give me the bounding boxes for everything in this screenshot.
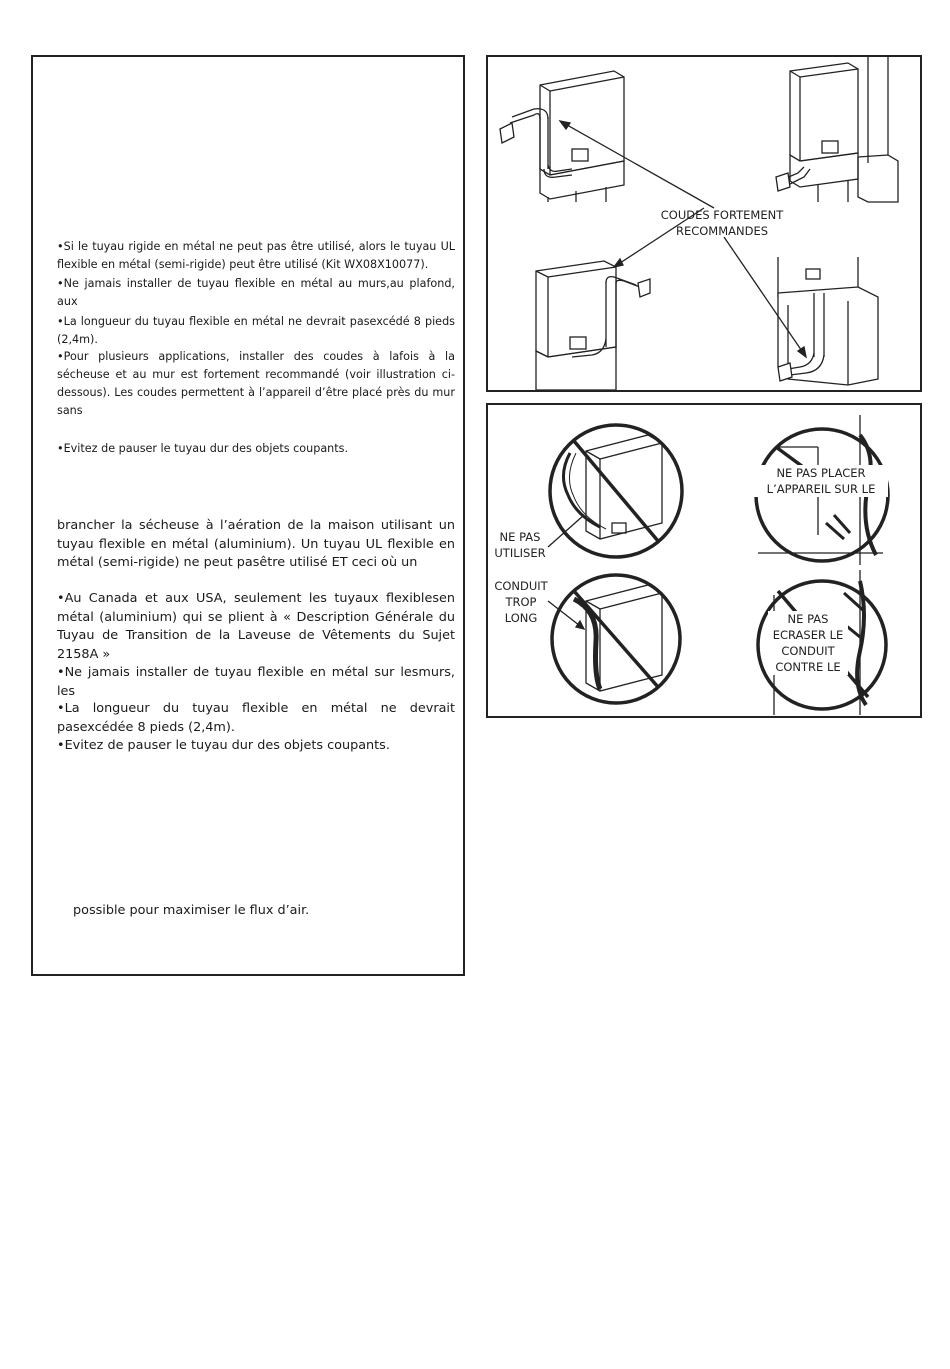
prohibited-sign-1	[550, 425, 682, 557]
bullet-marker: •	[57, 738, 65, 753]
instructions-panel	[31, 55, 465, 976]
bullet-text: Ne jamais installer de tuyau flexible en métal sur lesmurs, les	[57, 665, 455, 699]
label-line: NE PAS	[787, 612, 829, 626]
label-line: CONTRE LE	[775, 660, 841, 674]
dryer-illustration-2	[776, 57, 898, 202]
bullet-marker: •	[57, 277, 64, 290]
prohibited-illustration	[488, 405, 920, 716]
figure-prohibited-installations	[486, 403, 922, 718]
label-line: CONDUIT	[781, 644, 835, 658]
bullet-marker: •	[57, 240, 64, 253]
dryer-illustration-1	[500, 71, 624, 202]
label-line: CONDUIT	[494, 579, 548, 593]
bullet-text: Evitez de pauser le tuyau dur des objets coupants.	[63, 442, 349, 455]
bullet-marker: •	[57, 442, 64, 455]
label-do-not-place	[754, 465, 888, 497]
bullet-marker: •	[57, 315, 64, 328]
caption-line: COUDES FORTEMENT	[660, 208, 784, 222]
prohibited-sign-2	[552, 575, 680, 703]
bullet-marker: •	[57, 591, 65, 606]
bullet-text: Au Canada et aux USA, seulement les tuyaux flexiblesen métal (aluminium) qui se plient à « Description Générale du Tuyau de Transition de la Laveuse de Vêtements du Sujet 2158A »	[57, 591, 455, 662]
figure-recommended-elbows	[486, 55, 922, 392]
label-do-not-use	[488, 529, 552, 561]
paragraph-text: possible pour maximiser le flux d’air.	[73, 903, 310, 918]
bullet-sharp-objects	[57, 440, 455, 458]
caption-elbows	[642, 207, 802, 239]
label-line: UTILISER	[494, 546, 546, 560]
paragraph-text: brancher la sécheuse à l’aération de la maison utilisant un tuyau flexible en métal (aluminium). Un tuyau UL flexible en métal (semi-rigide) ne peut pasêtre utilisé ET ceci où un	[57, 518, 455, 570]
bullet-length-limit-2	[57, 700, 455, 737]
bullet-text: La longueur du tuyau flexible en métal ne devrait pasexcédée 8 pieds (2,4m).	[57, 701, 455, 735]
label-line: NE PAS PLACER	[776, 466, 866, 480]
bullet-never-install-walls	[57, 275, 455, 311]
label-line: ECRASER LE	[772, 628, 844, 642]
bullet-sharp-objects-2	[57, 737, 455, 756]
label-do-not-crush	[768, 611, 848, 675]
bullet-text: La longueur du tuyau flexible en métal ne devrait pasexcédé 8 pieds (2,4m).	[57, 315, 455, 346]
bullet-rigid-duct	[57, 238, 455, 274]
bullet-text: Pour plusieurs applications, installer des coudes à lafois à la sécheuse et au mur est fortement recommandé (voir illustration ci-dessous). Les coudes permettent à l’appareil d’être placé près du mur sans	[57, 350, 455, 417]
bullet-elbows	[57, 348, 455, 420]
bullet-never-install-walls-2	[57, 664, 455, 701]
bullet-length-limit	[57, 313, 455, 349]
dryer-illustration-3	[536, 261, 650, 390]
bullet-marker: •	[57, 665, 65, 680]
caption-line: RECOMMANDES	[675, 224, 769, 238]
label-line: NE PAS	[499, 530, 541, 544]
label-line: TROP LONG	[504, 595, 538, 625]
label-line: L’APPAREIL SUR LE	[766, 482, 876, 496]
bullet-text: Ne jamais installer de tuyau flexible en métal au murs,au plafond, aux	[57, 277, 455, 308]
bullet-marker: •	[57, 701, 65, 716]
dryer-illustration-4	[778, 257, 878, 385]
paragraph-connect-dryer	[57, 517, 455, 573]
bullet-canada-usa	[57, 590, 455, 664]
label-duct-too-long	[488, 578, 554, 626]
paragraph-airflow	[73, 902, 471, 921]
bullet-marker: •	[57, 350, 64, 363]
bullet-text: Si le tuyau rigide en métal ne peut pas être utilisé, alors le tuyau UL flexible en métal (semi-rigide) peut être utilisé (Kit WX08X10077).	[57, 240, 455, 271]
bullet-text: Evitez de pauser le tuyau dur des objets coupants.	[64, 738, 390, 753]
